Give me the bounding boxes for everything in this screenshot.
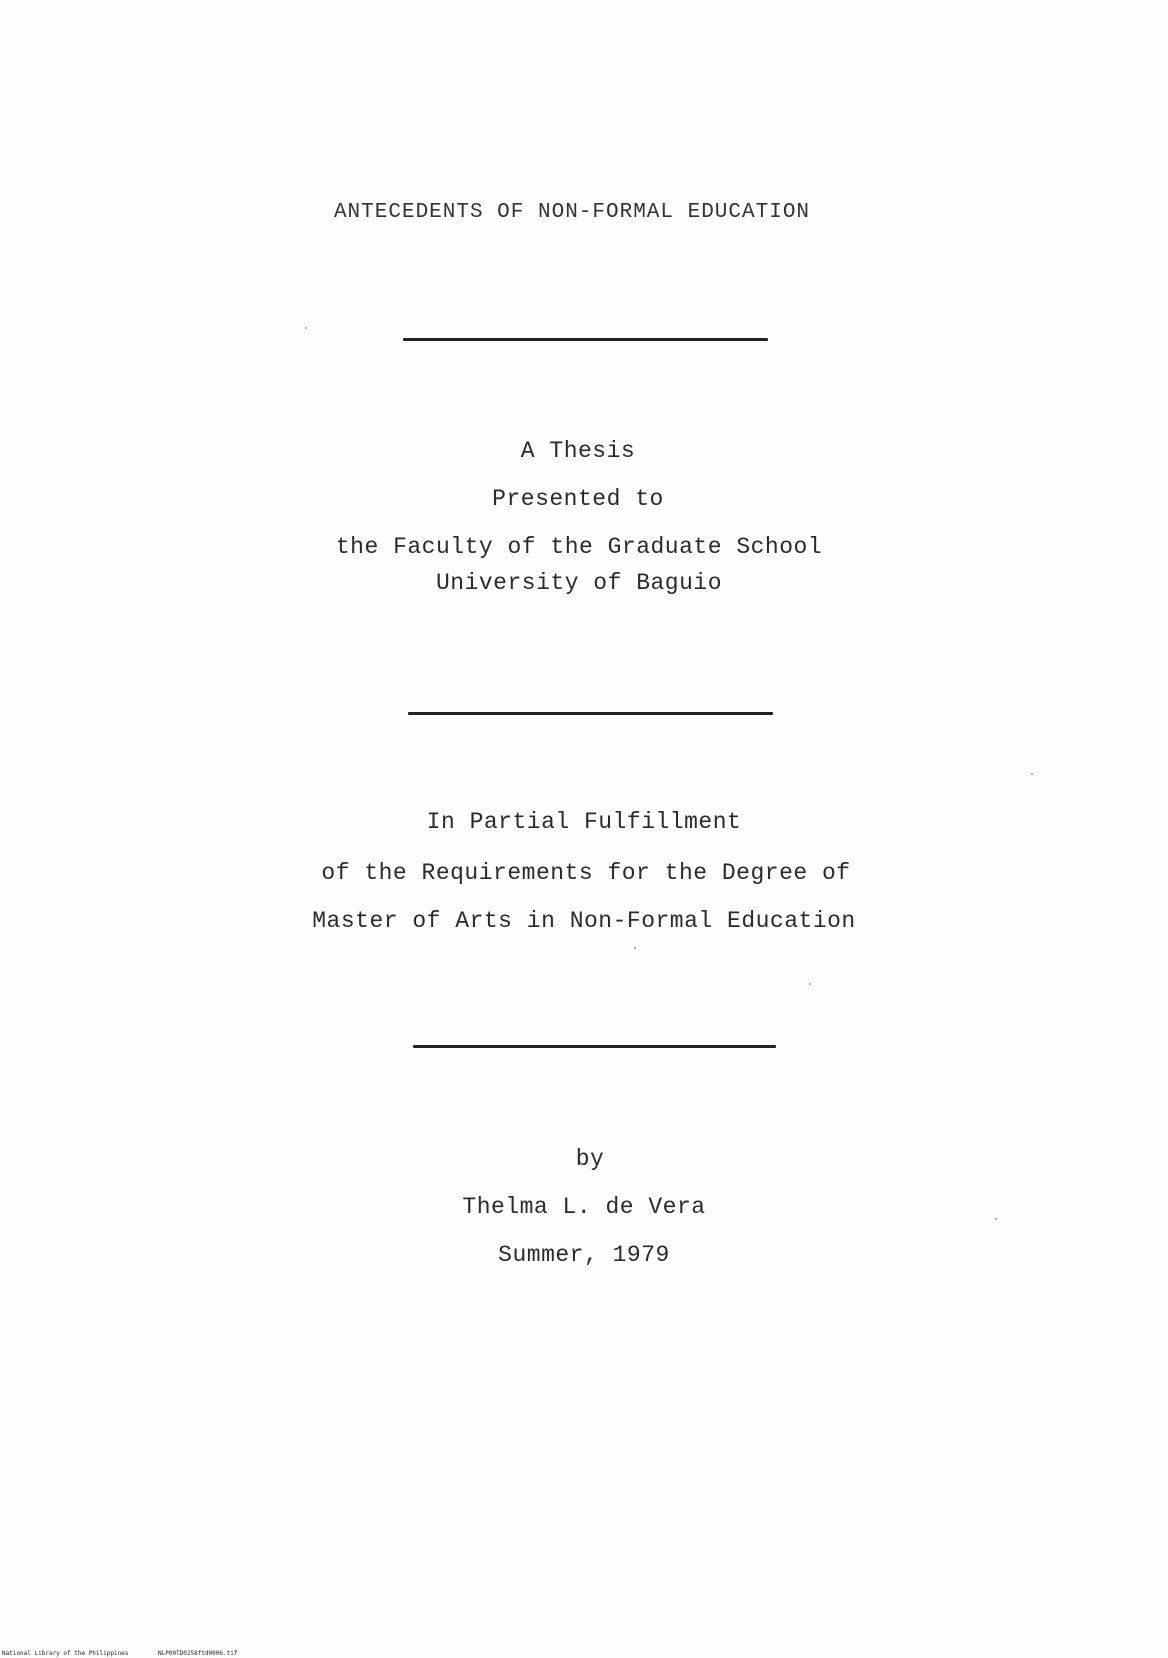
submission-date: Summer, 1979 [498, 1242, 670, 1268]
degree-line: Master of Arts in Non-Formal Education [312, 908, 856, 934]
thesis-title: ANTECEDENTS OF NON-FORMAL EDUCATION [333, 201, 811, 224]
divider-rule-2 [408, 712, 773, 715]
fulfillment-line: In Partial Fulfillment [426, 809, 742, 835]
requirements-line: of the Requirements for the Degree of [321, 860, 851, 886]
by-line: by [575, 1146, 605, 1172]
footer-file-id: NLP00TD0258ftd0006.tif [158, 1650, 238, 1657]
scan-speck [305, 327, 307, 329]
scan-speck [995, 1218, 997, 1220]
author-name: Thelma L. de Vera [462, 1194, 706, 1220]
footer-library-credit: National Library of the Philippines [2, 1650, 129, 1657]
presented-to-line: Presented to [492, 486, 664, 512]
scan-speck [1031, 773, 1033, 775]
thesis-label: A Thesis [520, 438, 636, 464]
scan-speck [634, 947, 636, 949]
scan-speck [809, 983, 811, 985]
divider-rule-1 [403, 338, 768, 341]
faculty-line: the Faculty of the Graduate School [335, 534, 823, 560]
university-line: University of Baguio [435, 570, 723, 596]
divider-rule-3 [413, 1045, 776, 1048]
